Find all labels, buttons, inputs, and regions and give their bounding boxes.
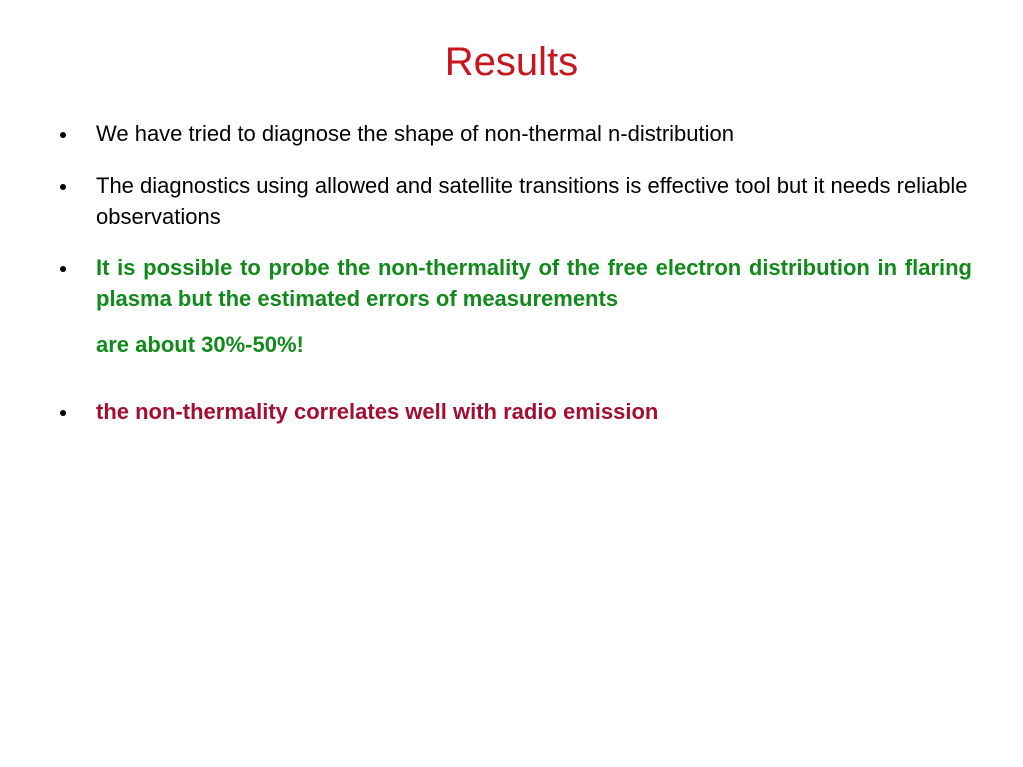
bullet-conclusion-text: the non-thermality correlates well with radio emission bbox=[96, 399, 659, 424]
bullet-icon bbox=[60, 132, 66, 138]
bullet-item-non-thermality-errors bbox=[60, 252, 972, 360]
bullet-list bbox=[60, 118, 972, 427]
slide-title: Results bbox=[444, 40, 579, 84]
bullet-icon bbox=[60, 266, 66, 272]
bullet-text: The diagnostics using allowed and satellite transitions is effective tool but it needs reliable observations bbox=[96, 173, 968, 229]
bullet-item-radio-emission bbox=[60, 396, 972, 427]
bullet-highlight-tail: are about 30%-50%! bbox=[96, 332, 304, 357]
bullet-item-diagnostics-observations bbox=[60, 170, 972, 232]
bullet-icon bbox=[60, 410, 66, 416]
bullet-item-diagnose-shape bbox=[60, 118, 972, 149]
bullet-text: We have tried to diagnose the shape of non-thermal n-distribution bbox=[96, 121, 734, 146]
bullet-highlight-text: It is possible to probe the non-thermality of the free electron distribution in flaring plasma but the estimated errors of measurements bbox=[96, 255, 972, 311]
bullet-icon bbox=[60, 184, 66, 190]
